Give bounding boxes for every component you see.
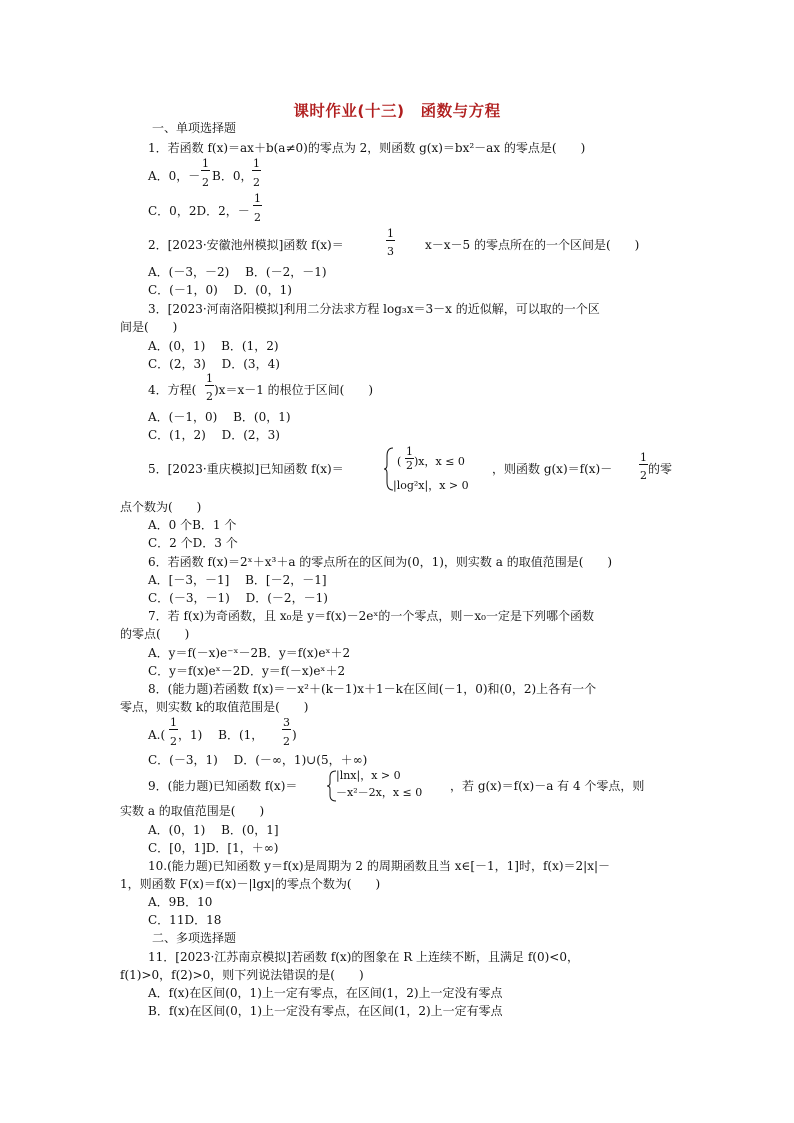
question-4-option-a-b: A．(－1，0) B．(0，1) [148, 410, 291, 424]
q5-tail-frac-den: 2 [640, 469, 647, 482]
question-1-option-a-b: A．0，－ [148, 169, 201, 183]
question-3-continued: 间是( ) [120, 320, 178, 334]
question-9-option-c-d: C．[0，1]D．[1，＋∞) [148, 841, 279, 855]
question-7-option-c-d: C．y＝f(x)eˣ－2D．y＝f(－x)eˣ＋2 [148, 664, 346, 678]
fraction-bar [386, 240, 395, 241]
q5-case-1: ( [397, 455, 402, 468]
q5-case1-frac-num: 1 [406, 445, 413, 458]
question-6: 6．若函数 f(x)＝2ˣ＋x³＋a 的零点所在的区间为(0，1)，则实数 a 的取值范围是( ) [148, 555, 613, 569]
fraction-bar [169, 729, 178, 730]
q2-frac-den: 3 [387, 245, 394, 258]
question-4-option-c-d: C．(1，2) D．(2，3) [148, 428, 280, 442]
question-10-option-a-b: A．9B．10 [148, 895, 213, 909]
question-9-continued: 实数 a 的取值范围是( ) [120, 804, 265, 818]
q1-frac-b-den: 2 [253, 176, 260, 189]
question-6-option-a-b: A．[－3，－1] B．[－2，－1] [148, 573, 327, 587]
question-9-tail: ，若 g(x)＝f(x)－a 有 4 个零点，则 [450, 779, 645, 793]
question-2-tail: x－x－5 的零点所在的一个区间是( ) [425, 238, 640, 252]
question-2: 2．[2023·安徽池州模拟]函数 f(x)＝ [148, 238, 344, 252]
question-11-continued: f(1)>0，f(2)>0，则下列说法错误的是( ) [120, 968, 364, 982]
question-3-option-a-b: A．(0，1) B．(1，2) [148, 339, 279, 353]
question-5: 5．[2023·重庆模拟]已知函数 f(x)＝ [148, 462, 344, 476]
question-5-option-c-d: C．2 个D．3 个 [148, 536, 238, 550]
question-11-option-a: A．f(x)在区间(0，1)上一定有零点，在区间(1，2)上一定没有零点 [148, 986, 503, 1000]
q5-case1-frac-den: 2 [406, 459, 413, 472]
page-title: 课时作业(十三) 函数与方程 [293, 102, 501, 120]
q8-frac-b-num: 3 [283, 716, 290, 729]
question-11: 11．[2023·江苏南京模拟]若函数 f(x)的图象在 R 上连续不断，且满足 f(0)<0， [148, 950, 579, 964]
fraction-bar [201, 170, 210, 171]
question-1-option-c-d: C．0，2D．2，－ [148, 204, 250, 218]
question-8-option-c-d: C．(－3，1) D．(－∞，1)∪(5，＋∞) [148, 753, 368, 767]
fraction-bar [639, 464, 648, 465]
question-2-option-a-b: A．(－3，－2) B．(－2，－1) [148, 265, 327, 279]
q1-option-b: B．0， [212, 169, 253, 183]
question-5-tail: ，则函数 g(x)＝f(x)－ [492, 462, 613, 476]
question-10-option-c-d: C．11D．18 [148, 913, 222, 927]
question-5-option-a-b: A．0 个B．1 个 [148, 518, 237, 532]
question-6-option-c-d: C．(－3，－1) D．(－2，－1) [148, 591, 328, 605]
q1-frac-a-den: 2 [202, 176, 209, 189]
q1-frac-d-den: 2 [254, 211, 261, 224]
fraction-bar [282, 729, 291, 730]
q8-frac-b-den: 2 [283, 735, 290, 748]
q1-frac-d-num: 1 [254, 192, 261, 205]
question-7-continued: 的零点( ) [120, 627, 190, 641]
q9-case-1: |lnx|，x > 0 [336, 769, 401, 782]
question-7: 7．若 f(x)为奇函数，且 x₀是 y＝f(x)－2eˣ的一个零点，则－x₀一定是下列哪个函数 [148, 609, 594, 623]
question-10-continued: 1，则函数 F(x)＝f(x)－|lgx|的零点个数为( ) [120, 877, 381, 891]
question-7-option-a-b: A．y＝f(－x)e⁻ˣ－2B．y＝f(x)eˣ＋2 [148, 646, 351, 660]
q5-case-1-tail: )x，x ≤ 0 [414, 455, 465, 468]
fraction-bar [252, 170, 261, 171]
question-8: 8．(能力题)若函数 f(x)＝－x²＋(k－1)x＋1－k在区间(－1，0)和(0，2)上各有一个 [148, 682, 597, 696]
question-11-option-b: B．f(x)在区间(0，1)上一定没有零点，在区间(1，2)上一定有零点 [148, 1004, 503, 1018]
question-3: 3．[2023·河南洛阳模拟]利用二分法求方程 log₃x＝3－x 的近似解，可以取的一个区 [148, 302, 600, 316]
question-9-option-a-b: A．(0，1) B．(0，1] [148, 823, 279, 837]
q8-frac-a-num: 1 [170, 716, 177, 729]
question-8-option-b: ，1) B．(1， [178, 728, 264, 742]
question-5-continued: 点个数为( ) [120, 500, 202, 514]
question-8-option-a: A.( [148, 728, 166, 742]
q4-frac-den: 2 [206, 390, 213, 403]
q2-frac-num: 1 [387, 227, 394, 240]
question-4: 4．方程( [148, 383, 197, 397]
q1-frac-a-num: 1 [202, 157, 209, 170]
q8-frac-a-den: 2 [170, 735, 177, 748]
question-10: 10.(能力题)已知函数 y＝f(x)是周期为 2 的周期函数且当 x∈[－1，1]时，f(x)＝2|x|－ [148, 859, 611, 873]
question-4-tail: )x＝x－1 的根位于区间( ) [214, 383, 374, 397]
question-1: 1．若函数 f(x)＝ax＋b(a≠0)的零点为 2，则函数 g(x)＝bx²－ax 的零点是( ) [148, 141, 586, 155]
fraction-bar [405, 458, 414, 459]
question-5-tail-2: 的零 [648, 462, 673, 476]
fraction-bar [205, 385, 214, 386]
section-multi-choice: 二、多项选择题 [152, 931, 237, 945]
q5-case-2: |log²x|，x > 0 [393, 479, 469, 492]
question-2-option-c-d: C．(－1，0) D．(0，1) [148, 283, 292, 297]
q1-frac-b-num: 1 [253, 157, 260, 170]
question-8-continued: 零点，则实数 k的取值范围是( ) [120, 700, 309, 714]
question-9: 9．(能力题)已知函数 f(x)＝ [148, 779, 298, 793]
fraction-bar [253, 205, 262, 206]
q5-tail-frac-num: 1 [640, 451, 647, 464]
q9-case-2: －x²－2x，x ≤ 0 [336, 786, 423, 799]
q4-frac-num: 1 [206, 372, 213, 385]
section-single-choice: 一、单项选择题 [152, 121, 237, 135]
question-3-option-c-d: C．(2，3) D．(3，4) [148, 357, 280, 371]
question-8-option-b-tail: ) [292, 728, 297, 742]
